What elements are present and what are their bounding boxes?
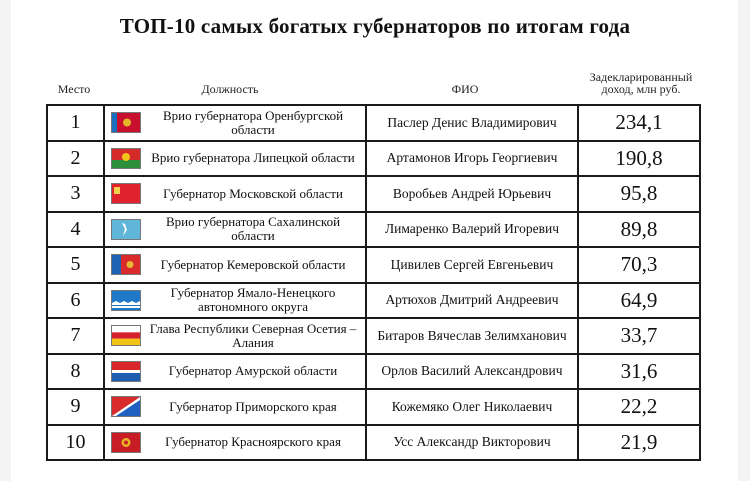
table-row xyxy=(47,318,700,354)
table-row xyxy=(47,141,700,177)
cell-place: 10 xyxy=(47,425,104,461)
cell-place: 4 xyxy=(47,212,104,248)
cell-fio: Усс Александр Викторович xyxy=(366,425,578,461)
moscow-oblast-flag-icon xyxy=(111,183,141,204)
cell-place: 5 xyxy=(47,247,104,283)
yamal-flag-icon xyxy=(111,290,141,311)
table-row xyxy=(47,176,700,212)
cell-position xyxy=(104,141,366,177)
position-text: Губернатор Красноярского края xyxy=(165,434,341,450)
cell-income: 31,6 xyxy=(578,354,700,390)
cell-place: 1 xyxy=(47,105,104,141)
cell-position xyxy=(104,105,366,141)
cell-income: 70,3 xyxy=(578,247,700,283)
kemerovo-flag-icon xyxy=(111,254,141,275)
column-header-place: Место xyxy=(57,82,91,96)
cell-fio: Артюхов Дмитрий Андреевич xyxy=(366,283,578,319)
page-title: ТОП-10 самых богатых губернаторов по итогам года xyxy=(119,14,631,38)
position-text: Губернатор Кемеровской области xyxy=(160,256,346,272)
cell-place: 6 xyxy=(47,283,104,319)
cell-position xyxy=(104,212,366,248)
cell-position xyxy=(104,318,366,354)
cell-fio: Артамонов Игорь Георгиевич xyxy=(366,141,578,177)
cell-fio: Цивилев Сергей Евгеньевич xyxy=(366,247,578,283)
cell-income: 22,2 xyxy=(578,389,700,425)
cell-place: 9 xyxy=(47,389,104,425)
cell-income: 190,8 xyxy=(578,141,700,177)
cell-fio: Орлов Василий Александрович xyxy=(366,354,578,390)
position-text: Губернатор Ямало-Ненецкого автономного округа xyxy=(170,285,336,315)
primorsky-flag-icon xyxy=(111,396,141,417)
position-text: Глава Республики Северная Осетия – Алания xyxy=(149,320,357,350)
position-text: Губернатор Приморского края xyxy=(169,398,337,414)
governors-table xyxy=(46,104,701,461)
cell-income: 234,1 xyxy=(578,105,700,141)
table-row xyxy=(47,105,700,141)
cell-income: 95,8 xyxy=(578,176,700,212)
orenburg-flag-icon xyxy=(111,112,141,133)
table-row xyxy=(47,425,700,461)
position-text: Врио губернатора Оренбургской области xyxy=(162,107,344,137)
cell-place: 7 xyxy=(47,318,104,354)
cell-income: 89,8 xyxy=(578,212,700,248)
cell-income: 33,7 xyxy=(578,318,700,354)
table-row xyxy=(47,389,700,425)
table-row xyxy=(47,283,700,319)
table-row xyxy=(47,247,700,283)
cell-fio: Битаров Вячеслав Зелимханович xyxy=(366,318,578,354)
table-row xyxy=(47,212,700,248)
amur-flag-icon xyxy=(111,361,141,382)
krasnoyarsk-flag-icon xyxy=(111,432,141,453)
position-text: Губернатор Амурской области xyxy=(168,363,338,379)
column-header-income: Задекларированный доход, млн руб. xyxy=(589,70,693,96)
cell-income: 64,9 xyxy=(578,283,700,319)
cell-fio: Кожемяко Олег Николаевич xyxy=(366,389,578,425)
cell-position xyxy=(104,283,366,319)
cell-position xyxy=(104,176,366,212)
cell-place: 8 xyxy=(47,354,104,390)
cell-fio: Лимаренко Валерий Игоревич xyxy=(366,212,578,248)
cell-place: 3 xyxy=(47,176,104,212)
lipetsk-flag-icon xyxy=(111,148,141,169)
cell-fio: Воробьев Андрей Юрьевич xyxy=(366,176,578,212)
position-text: Врио губернатора Сахалинской области xyxy=(165,214,341,244)
table-row xyxy=(47,354,700,390)
cell-income: 21,9 xyxy=(578,425,700,461)
cell-position xyxy=(104,389,366,425)
cell-position xyxy=(104,354,366,390)
column-header-position: Должность xyxy=(201,82,259,96)
position-text: Врио губернатора Липецкой области xyxy=(151,150,355,166)
position-text: Губернатор Московской области xyxy=(163,185,343,201)
column-header-fio: ФИО xyxy=(451,82,479,96)
sakhalin-flag-icon xyxy=(111,219,141,240)
cell-position xyxy=(104,425,366,461)
north-ossetia-flag-icon xyxy=(111,325,141,346)
cell-fio: Паслер Денис Владимирович xyxy=(366,105,578,141)
cell-position xyxy=(104,247,366,283)
cell-place: 2 xyxy=(47,141,104,177)
